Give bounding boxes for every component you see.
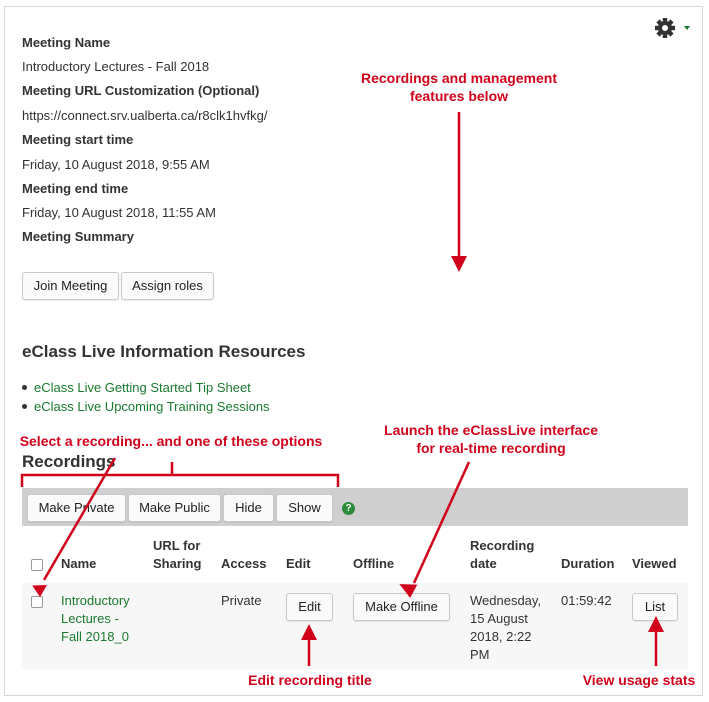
annotation-select: Select a recording... and one of these options <box>19 433 323 449</box>
launch-arrow-head <box>399 577 421 599</box>
meeting-end-label: Meeting end time <box>22 181 129 196</box>
meeting-summary-label: Meeting Summary <box>22 229 134 244</box>
recording-name-line3[interactable]: Fall 2018_0 <box>61 629 129 644</box>
recording-name-line2[interactable]: Lectures - <box>61 611 119 626</box>
col-date-line1: Recording <box>470 538 535 553</box>
annotation-top-line1: Recordings and management <box>360 70 558 86</box>
meeting-name-value: Introductory Lectures - Fall 2018 <box>22 59 210 74</box>
meeting-end-value: Friday, 10 August 2018, 11:55 AM <box>22 205 216 220</box>
col-url-line2: Sharing <box>153 556 202 571</box>
help-icon[interactable]: ? <box>342 502 355 515</box>
col-name: Name <box>61 556 97 571</box>
launch-arrow-shaft <box>414 462 469 583</box>
recording-name-line1[interactable]: Introductory <box>61 593 130 608</box>
meeting-name-label: Meeting Name <box>22 35 111 50</box>
recording-date-line4: PM <box>470 647 490 662</box>
col-viewed: Viewed <box>632 556 677 571</box>
annotation-launch-line2: for real-time recording <box>416 440 566 456</box>
recording-duration: 01:59:42 <box>561 593 612 608</box>
resources-title: eClass Live Information Resources <box>22 342 306 361</box>
recording-date-line3: 2018, 2:22 <box>470 629 532 644</box>
select-arrow-head <box>32 579 50 598</box>
col-offline: Offline <box>353 556 395 571</box>
arrow-down-head <box>451 256 467 272</box>
show-button[interactable]: Show <box>276 494 333 522</box>
col-edit: Edit <box>286 556 311 571</box>
recording-date-line1: Wednesday, <box>470 593 542 608</box>
recording-date-line2: 15 August <box>470 611 528 626</box>
list-views-button[interactable]: List <box>632 593 678 621</box>
make-private-button[interactable]: Make Private <box>27 494 126 522</box>
col-url-line1: URL for <box>153 538 201 553</box>
meeting-start-label: Meeting start time <box>22 132 134 147</box>
annotation-edit-title: Edit recording title <box>248 672 372 688</box>
join-meeting-button[interactable]: Join Meeting <box>22 272 119 300</box>
col-duration: Duration <box>561 556 615 571</box>
annotation-stats: View usage stats <box>582 672 696 688</box>
col-date-line2: date <box>470 556 497 571</box>
meeting-start-value: Friday, 10 August 2018, 9:55 AM <box>22 157 210 172</box>
recordings-title: Recordings <box>22 452 116 471</box>
assign-roles-button[interactable]: Assign roles <box>121 272 214 300</box>
meeting-url-label: Meeting URL Customization (Optional) <box>22 83 260 98</box>
make-public-button[interactable]: Make Public <box>128 494 221 522</box>
make-offline-button[interactable]: Make Offline <box>353 593 450 621</box>
resource-link-training[interactable]: eClass Live Upcoming Training Sessions <box>22 398 270 417</box>
col-access: Access <box>221 556 267 571</box>
edit-recording-button[interactable]: Edit <box>286 593 333 621</box>
hide-button[interactable]: Hide <box>223 494 274 522</box>
resource-link-tip-sheet[interactable]: eClass Live Getting Started Tip Sheet <box>22 379 270 398</box>
stats-arrow-head <box>648 616 664 632</box>
recording-access: Private <box>221 593 262 608</box>
annotation-launch-line1: Launch the eClassLive interface <box>384 422 598 438</box>
edit-arrow-head <box>301 624 317 640</box>
select-arrow-shaft <box>44 458 115 580</box>
meeting-url-value: https://connect.srv.ualberta.ca/r8clk1hvfkg/ <box>22 108 268 123</box>
options-bracket <box>22 475 338 487</box>
annotation-top-line2: features below <box>409 88 509 104</box>
